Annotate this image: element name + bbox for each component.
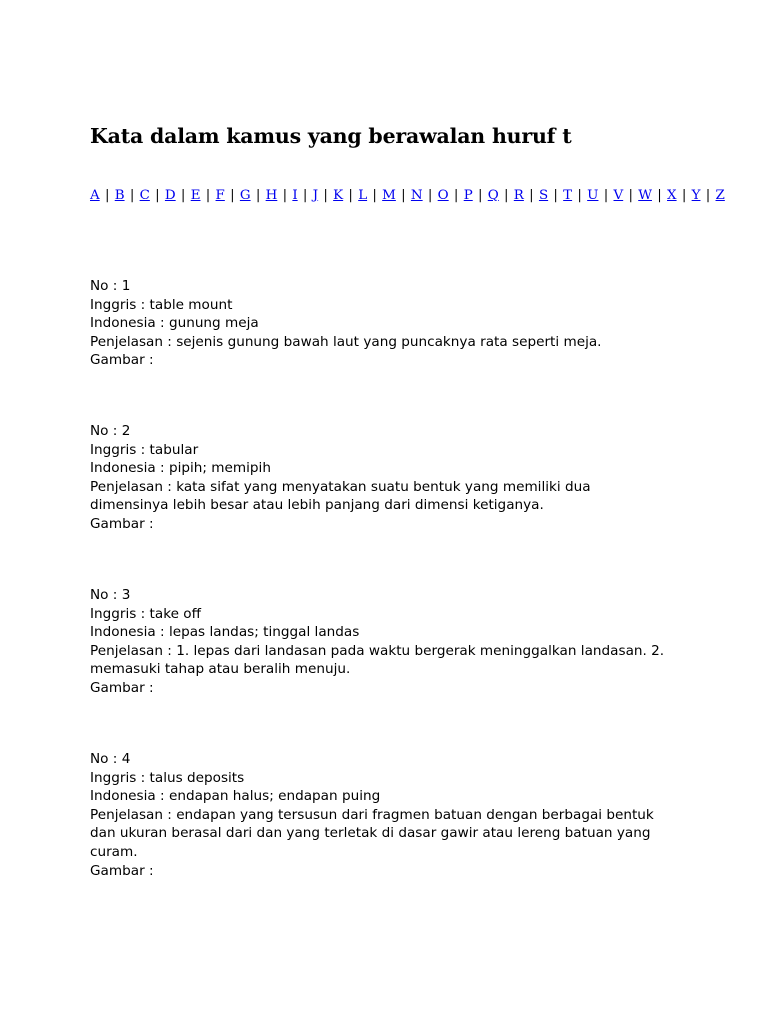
alphabet-separator: | <box>529 188 534 203</box>
alphabet-separator: | <box>603 188 609 203</box>
alphabet-separator: | <box>155 188 160 203</box>
alphabet-link-q[interactable]: Q <box>487 188 499 203</box>
alphabet-separator: | <box>453 188 459 203</box>
alphabet-separator: | <box>657 188 662 203</box>
alphabet-link-t[interactable]: T <box>563 188 573 203</box>
alphabet-link-l[interactable]: L <box>358 188 368 203</box>
alphabet-link-p[interactable]: P <box>463 188 473 203</box>
alphabet-separator: | <box>477 188 483 203</box>
alphabet-separator: | <box>104 188 110 203</box>
alphabet-link-r[interactable]: R <box>513 188 524 203</box>
entry-explanation-cont: dimensinya lebih besar atau lebih panjang dari dimensi ketiganya. <box>90 497 544 514</box>
alphabet-separator: | <box>504 188 509 203</box>
alphabet-separator: | <box>705 188 711 203</box>
entry-english: Inggris : take off <box>90 605 201 622</box>
alphabet-separator: | <box>577 188 582 203</box>
alphabet-link-b[interactable]: B <box>114 188 125 203</box>
entry-image-label: Gambar : <box>90 515 154 532</box>
alphabet-separator: | <box>681 188 687 203</box>
entry-explanation: Penjelasan : kata sifat yang menyatakan suatu bentuk yang memiliki dua <box>90 478 591 495</box>
alphabet-link-s[interactable]: S <box>538 188 549 203</box>
alphabet-link-g[interactable]: G <box>239 188 251 203</box>
entry-image-label: Gambar : <box>90 862 154 879</box>
alphabet-separator: | <box>129 188 135 203</box>
entry-3 <box>90 586 690 698</box>
alphabet-link-m[interactable]: M <box>382 188 396 203</box>
alphabet-link-w[interactable]: W <box>638 188 652 203</box>
alphabet-separator: | <box>282 188 288 203</box>
entry-indonesian: Indonesia : endapan halus; endapan puing <box>90 788 381 805</box>
entry-indonesian: Indonesia : gunung meja <box>90 315 259 332</box>
entry-explanation-cont: dan ukuran berasal dari dan yang terletak di dasar gawir atau lereng batuan yang <box>90 825 651 842</box>
alphabet-link-f[interactable]: F <box>215 188 225 203</box>
entry-explanation: Penjelasan : sejenis gunung bawah laut yang puncaknya rata seperti meja. <box>90 333 602 350</box>
alphabet-link-u[interactable]: U <box>587 188 599 203</box>
alphabet-link-o[interactable]: O <box>437 188 449 203</box>
alphabet-separator: | <box>628 188 633 203</box>
alphabet-separator: | <box>372 188 377 203</box>
entry-number: No : 1 <box>90 278 131 294</box>
alphabet-separator: | <box>230 188 235 203</box>
alphabet-link-y[interactable]: Y <box>691 188 701 203</box>
page-title: Kata dalam kamus yang berawalan huruf t <box>90 124 572 148</box>
alphabet-link-j[interactable]: J <box>312 188 319 203</box>
alphabet-link-a[interactable]: A <box>90 188 100 203</box>
entry-indonesian: Indonesia : lepas landas; tinggal landas <box>90 624 360 641</box>
entry-4 <box>90 750 690 880</box>
alphabet-link-i[interactable]: I <box>292 188 298 203</box>
entry-explanation-cont: memasuki tahap atau beralih menuju. <box>90 661 351 678</box>
alphabet-separator: | <box>205 188 211 203</box>
alphabet-index <box>90 188 725 203</box>
alphabet-separator: | <box>553 188 558 203</box>
entry-explanation: Penjelasan : endapan yang tersusun dari fragmen batuan dengan berbagai bentuk <box>90 806 654 823</box>
entry-1 <box>90 277 690 370</box>
entry-image-label: Gambar : <box>90 679 154 696</box>
alphabet-link-c[interactable]: C <box>139 188 150 203</box>
entry-number: No : 4 <box>90 751 131 767</box>
entry-number: No : 3 <box>90 587 131 603</box>
alphabet-separator: | <box>180 188 186 203</box>
alphabet-separator: | <box>255 188 261 203</box>
alphabet-link-v[interactable]: V <box>613 188 624 203</box>
alphabet-separator: | <box>401 188 406 203</box>
entry-english: Inggris : talus deposits <box>90 769 245 786</box>
alphabet-link-d[interactable]: D <box>164 188 176 203</box>
alphabet-link-e[interactable]: E <box>190 188 201 203</box>
entry-image-label: Gambar : <box>90 352 154 369</box>
alphabet-link-h[interactable]: H <box>265 188 278 203</box>
alphabet-link-k[interactable]: K <box>333 188 344 203</box>
entry-number: No : 2 <box>90 423 131 439</box>
alphabet-link-x[interactable]: X <box>667 188 677 203</box>
entry-explanation-cont: curam. <box>90 843 138 860</box>
alphabet-separator: | <box>323 188 328 203</box>
entry-english: Inggris : tabular <box>90 441 199 458</box>
alphabet-separator: | <box>348 188 353 203</box>
entry-english: Inggris : table mount <box>90 296 233 313</box>
alphabet-separator: | <box>302 188 308 203</box>
entry-explanation: Penjelasan : 1. lepas dari landasan pada waktu bergerak meninggalkan landasan. 2. <box>90 642 665 659</box>
alphabet-separator: | <box>427 188 433 203</box>
alphabet-link-z[interactable]: Z <box>715 188 725 203</box>
entry-indonesian: Indonesia : pipih; memipih <box>90 460 271 477</box>
alphabet-link-n[interactable]: N <box>410 188 423 203</box>
entry-2 <box>90 422 690 534</box>
